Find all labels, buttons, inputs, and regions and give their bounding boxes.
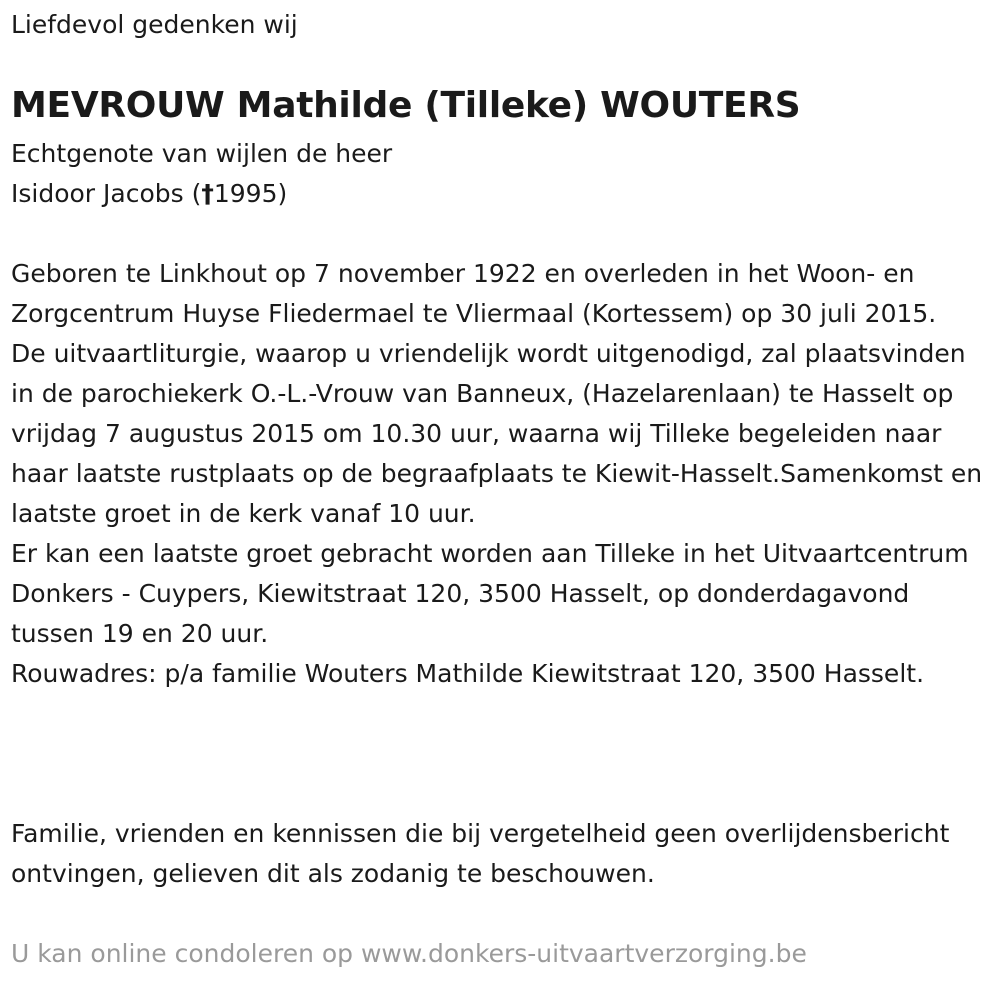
intro-text: Liefdevol gedenken wij (11, 10, 298, 39)
deceased-name: MEVROUW Mathilde (Tilleke) WOUTERS (11, 85, 801, 126)
spouse-name-line (11, 174, 287, 214)
spouse-death-year: 1995) (213, 179, 288, 208)
cross-icon: † (201, 179, 214, 208)
details-block (11, 254, 983, 694)
spouse-name: Isidoor Jacobs ( (11, 179, 202, 208)
closing-paragraph: Familie, vrienden en kennissen die bij vergetelheid geen overlijdensbericht ontvingen, gelieven dit als zodanig te beschouwen. (11, 819, 950, 888)
funeral-paragraph: De uitvaartliturgie, waarop u vriendelijk wordt uitgenodigd, zal plaatsvinden in de parochiekerk O.-L.-Vrouw van Banneux, (Hazelarenlaan) te Hasselt op vrijdag 7 augustus 2015 om 10.30 uur, waarna wij Tilleke begeleiden naar haar laatste rustplaats op de begraafplaats te Kiewit-Hasselt.Samenkomst en laatste groet in de kerk vanaf 10 uur. (11, 339, 983, 528)
birth-death-paragraph: Geboren te Linkhout op 7 november 1922 en overleden in het Woon- en Zorgcentrum Huyse Fliedermael te Vliermaal (Kortessem) op 30 juli 2015. (11, 259, 937, 328)
mourning-address-paragraph: Rouwadres: p/a familie Wouters Mathilde Kiewitstraat 120, 3500 Hasselt. (11, 659, 925, 688)
online-condolence-text: U kan online condoleren op www.donkers-uitvaartverzorging.be (11, 939, 807, 968)
farewell-paragraph: Er kan een laatste groet gebracht worden aan Tilleke in het Uitvaartcentrum Donkers - Cuypers, Kiewitstraat 120, 3500 Hasselt, op donderdagavond tussen 19 en 20 uur. (11, 539, 969, 648)
spouse-line: Echtgenote van wijlen de heer (11, 139, 393, 168)
